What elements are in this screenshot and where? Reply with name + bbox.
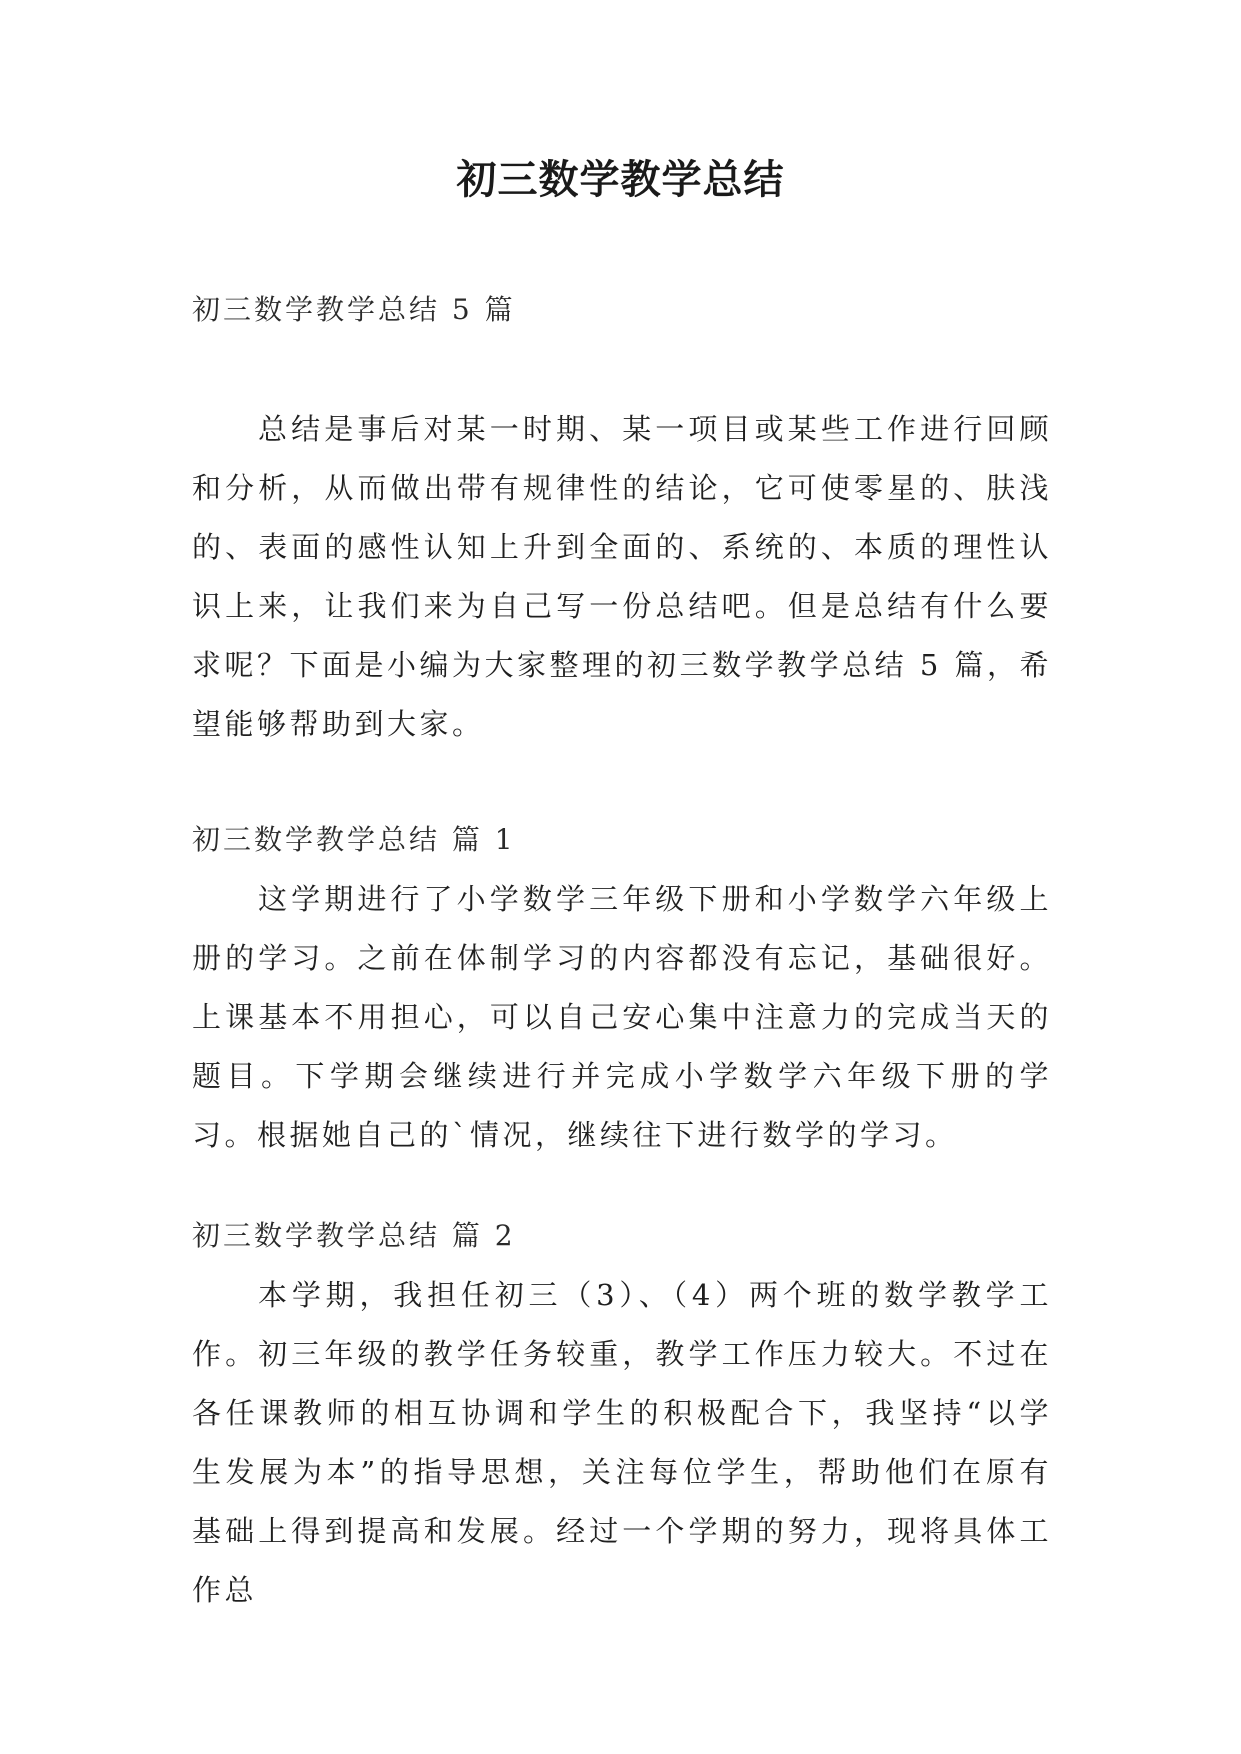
intro-paragraph: 总结是事后对某一时期、某一项目或某些工作进行回顾和分析，从而做出带有规律性的结论，它可使零星的、肤浅的、表面的感性认知上升到全面的、系统的、本质的理性认识上来，让我们来为自己写一份总结吧。但是总结有什么要求呢？下面是小编为大家整理的初三数学教学总结 5 篇，希望能够帮助到大家。 bbox=[192, 412, 1052, 741]
section-2-heading: 初三数学教学总结 篇 2 bbox=[192, 1219, 516, 1252]
section-2-body: 本学期，我担任初三（3）、（4）两个班的数学教学工作。初三年级的教学任务较重，教学工作压力较大。不过在各任课教师的相互协调和学生的积极配合下，我坚持“以学生发展为本”的指导思想，关注每位学生，帮助他们在原有基础上得到提高和发展。经过一个学期的努力，现将具体工作总 bbox=[192, 1278, 1052, 1607]
section-1-body: 这学期进行了小学数学三年级下册和小学数学六年级上册的学习。之前在体制学习的内容都没有忘记，基础很好。上课基本不用担心，可以自己安心集中注意力的完成当天的题目。下学期会继续进行并完成小学数学六年级下册的学习。根据她自己的`情况，继续往下进行数学的学习。 bbox=[192, 882, 1052, 1152]
document-subtitle: 初三数学教学总结 5 篇 bbox=[192, 293, 516, 326]
section-1-heading: 初三数学教学总结 篇 1 bbox=[192, 823, 516, 856]
document-title: 初三数学教学总结 bbox=[456, 156, 785, 203]
